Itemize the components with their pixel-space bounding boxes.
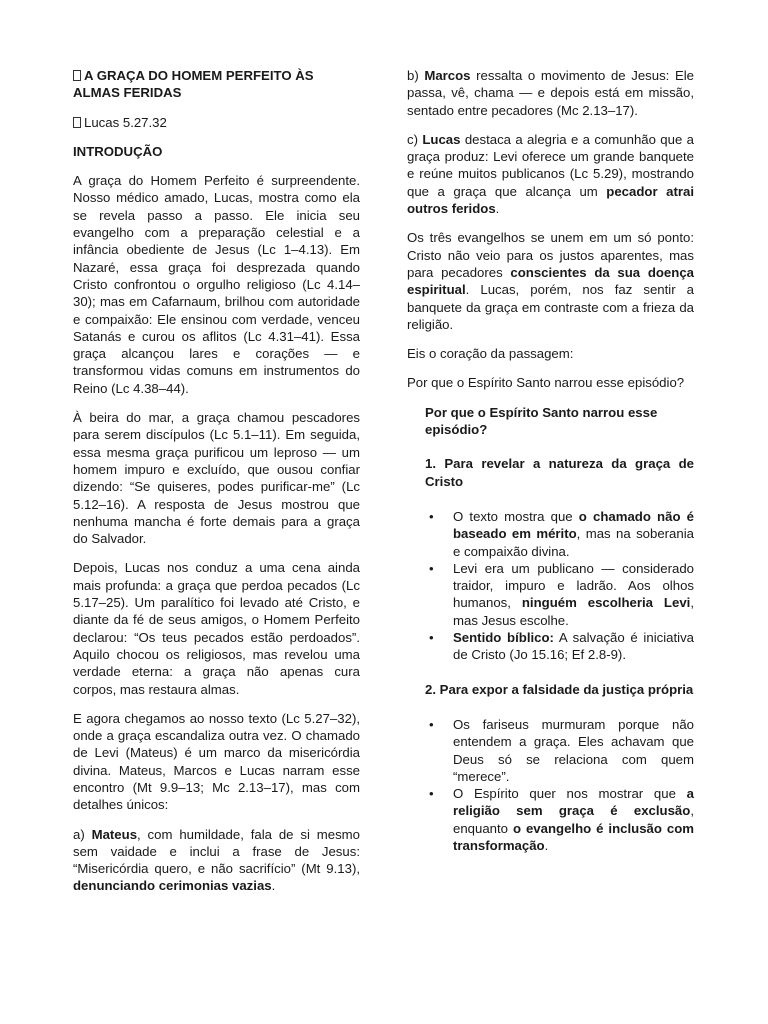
three-gospels-paragraph: Os três evangelhos se unem em um só ponto: Cristo não veio para os justos aparentes, mas para pecadores conscientes da sua doença espiritual. Lucas, porém, nos faz sentir a banquete da graça em contraste com a frieza da religião. bbox=[407, 230, 694, 332]
document-title bbox=[73, 67, 360, 102]
reference-text: Lucas 5.27.32 bbox=[84, 114, 167, 130]
placeholder-glyph-icon bbox=[73, 117, 81, 128]
gospel-point-a: a) Mateus, com humildade, fala de si mesmo sem vaidade e inclui a frase de Jesus: “Misericórdia quero, e não sacrifício” (Mt 9.13), denunciando cerimonias vazias. bbox=[73, 826, 360, 894]
question-plain: Por que o Espírito Santo narrou esse episódio? bbox=[407, 375, 685, 391]
intro-paragraph-2: À beira do mar, a graça chamou pescadores para serem discípulos (Lc 5.1–11). Em seguida, essa mesma graça purificou um leproso — um homem impuro e excluído, que ousou confiar dizendo: “Se quiseres, podes purificar-me” (Lc 5.12–16). A resposta de Jesus mostrou que nenhuma mancha é forte demais para a graça do Salvador. bbox=[73, 410, 360, 547]
left-column bbox=[73, 67, 360, 907]
gospel-point-b: b) Marcos ressalta o movimento de Jesus: Ele passa, vê, chama — e depois está em missão, sentado entre pecadores (Mc 2.13–17). bbox=[407, 68, 695, 118]
outline-block bbox=[425, 404, 694, 855]
title-text: A GRAÇA DO HOMEM PERFEITO ÀS ALMAS FERIDAS bbox=[73, 68, 314, 101]
list-item: • Levi era um publicano — considerado traidor, impuro e ladrão. Aos olhos humanos, ninguém escolheria Levi, mas Jesus escolhe. bbox=[453, 560, 694, 629]
intro-paragraph-4: E agora chegamos ao nosso texto (Lc 5.27–32), onde a graça escandaliza outra vez. O chamado de Levi (Mateus) é um marco da misericórdia divina. Mateus, Marcos e Lucas narram esse encontro (Mt 9.9–13; Mc 2.13–17), mas com detalhes únicos: bbox=[73, 710, 360, 813]
intro-paragraph-3: Depois, Lucas nos conduz a uma cena ainda mais profunda: a graça que perdoa pecados (Lc 5.17–25). Um paralítico foi levado até Cristo, e diante da fé de seus amigos, o Homem Perfeito declarou: “Os teus pecados estão perdoados”. Aquilo chocou os religiosos, mas revelou uma verdade eterna: a graça não apenas cura corpos, mas restaura almas. bbox=[73, 560, 360, 697]
intro-paragraph-1: A graça do Homem Perfeito é surpreendente. Nosso médico amado, Lucas, mostra como ela se revela passo a passo. Ele inicia seu evangelho com a preparação celestial e a infância obediente de Jesus (Lc 1–4.13). Em Nazaré, essa graça foi desprezada quando Cristo confrontou o orgulho religioso (Lc 4.14–30); mas em Cafarnaum, brilhou com autoridade e compaixão: Ele ensinou com verdade, venceu Satanás e curou os aflitos (Lc 4.31–41). Essa graça alcançou lares e corações — e transformou vidas comuns em instrumentos do Reino (Lc 4.38–44). bbox=[73, 173, 360, 396]
right-column bbox=[407, 67, 694, 871]
list-item: • Os fariseus murmuram porque não entendem a graça. Eles achavam que Deus só se relaciona com quem “merece”. bbox=[453, 716, 694, 785]
placeholder-glyph-icon bbox=[73, 70, 81, 81]
intro-heading: INTRODUÇÃO bbox=[73, 143, 163, 159]
scripture-reference bbox=[73, 114, 360, 131]
section-heading-1: 1. Para revelar a natureza da graça de Cristo bbox=[425, 456, 694, 489]
list-item: • O Espírito quer nos mostrar que a religião sem graça é exclusão, enquanto o evangelho é inclusão com transformação. bbox=[453, 785, 694, 854]
list-item: • O texto mostra que o chamado não é baseado em mérito, mas na soberania e compaixão divina. bbox=[453, 508, 694, 560]
section-1-list bbox=[425, 508, 694, 664]
section-heading-2: 2. Para expor a falsidade da justiça própria bbox=[425, 681, 694, 697]
heart-of-passage: Eis o coração da passagem: bbox=[407, 346, 574, 362]
question-bold: Por que o Espírito Santo narrou esse episódio? bbox=[425, 404, 658, 438]
gospel-point-c: c) Lucas destaca a alegria e a comunhão que a graça produz: Levi oferece um grande banquete e reúne muitos publicanos (Lc 5.29), mostrando que a graça que alcança um pecador atrai outros feridos. bbox=[407, 131, 694, 217]
section-2-list bbox=[425, 716, 694, 854]
list-item: • Sentido bíblico: A salvação é iniciativa de Cristo (Jo 15.16; Ef 2.8-9). bbox=[453, 629, 694, 664]
